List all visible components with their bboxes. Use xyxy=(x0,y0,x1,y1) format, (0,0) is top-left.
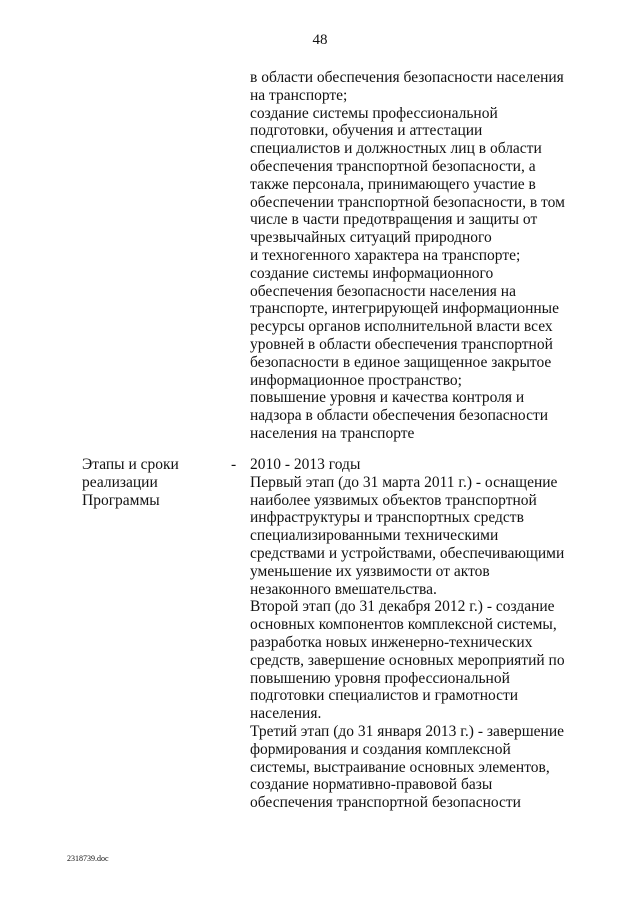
text-line: обеспечения безопасности населения на xyxy=(250,282,516,300)
stage-line: повышению уровня профессиональной xyxy=(250,669,510,687)
text-line: обеспечения транспортной безопасности, а xyxy=(250,157,536,175)
stage-line: инфраструктуры и транспортных средств xyxy=(250,509,524,527)
text-line: создание системы профессиональной xyxy=(250,104,498,122)
stage-line: системы, выстраивание основных элементов, xyxy=(250,758,550,776)
label-line: Программы xyxy=(82,491,160,509)
text-line: специалистов и должностных лиц в области xyxy=(250,140,542,158)
stage-line: Второй этап (до 31 декабря 2012 г.) - создание xyxy=(250,598,555,616)
text-line: создание системы информационного xyxy=(250,264,494,282)
stage-line: средств, завершение основных мероприятий по xyxy=(250,651,565,669)
stage-line: Третий этап (до 31 января 2013 г.) - завершение xyxy=(250,722,565,740)
text-line: ресурсы органов исполнительной власти всех xyxy=(250,318,553,336)
text-line: на транспорте; xyxy=(250,86,348,104)
text-line: обеспечении транспортной безопасности, в том xyxy=(250,193,565,211)
text-line: и техногенного характера на транспорте; xyxy=(250,246,521,264)
stage-line: наиболее уязвимых объектов транспортной xyxy=(250,491,537,509)
label-line: Этапы и сроки xyxy=(82,456,179,473)
text-line: в области обеспечения безопасности населения xyxy=(250,69,564,86)
stage-line: разработка новых инженерно-технических xyxy=(250,633,533,651)
text-line: транспорте, интегрирующей информационные xyxy=(250,300,559,318)
stage-line: специализированными техническими xyxy=(250,527,499,545)
text-line: чрезвычайных ситуаций природного xyxy=(250,229,492,247)
label-line: реализации xyxy=(82,473,158,491)
stage-line: обеспечения транспортной безопасности xyxy=(250,794,521,812)
text-line: числе в части предотвращения и защиты от xyxy=(250,211,538,229)
text-line: населения на транспорте xyxy=(250,424,415,442)
stage-line: создание нормативно-правовой базы xyxy=(250,776,493,794)
text-line: подготовки, обучения и аттестации xyxy=(250,122,483,140)
file-name-footer: 2318739.doc xyxy=(67,854,109,863)
stage-line: подготовки специалистов и грамотности xyxy=(250,687,519,705)
program-stages xyxy=(250,456,565,812)
text-line: повышение уровня и качества контроля и xyxy=(250,389,525,407)
stage-line: уменьшение их уязвимости от актов xyxy=(250,562,490,580)
text-line: надзора в области обеспечения безопасности xyxy=(250,407,549,425)
text-line: уровней в области обеспечения транспортной xyxy=(250,335,553,353)
stage-line: Первый этап (до 31 марта 2011 г.) - оснащение xyxy=(250,473,558,491)
dash-separator: - xyxy=(231,456,237,473)
stage-line: основных компонентов комплексной системы, xyxy=(250,616,557,634)
stage-line: населения. xyxy=(250,705,322,723)
stage-line: средствами и устройствами, обеспечивающими xyxy=(250,544,565,562)
section-label xyxy=(82,456,179,509)
stage-line: 2010 - 2013 годы xyxy=(250,456,361,473)
text-line: информационное пространство; xyxy=(250,371,462,389)
text-line: также персонала, принимающего участие в xyxy=(250,175,536,193)
stage-line: формирования и создания комплексной xyxy=(250,740,511,758)
text-line: безопасности в единое защищенное закрытое xyxy=(250,353,552,371)
objectives-continuation xyxy=(250,69,565,443)
page-number: 48 xyxy=(312,32,328,48)
stage-line: незаконного вмешательства. xyxy=(250,580,437,598)
